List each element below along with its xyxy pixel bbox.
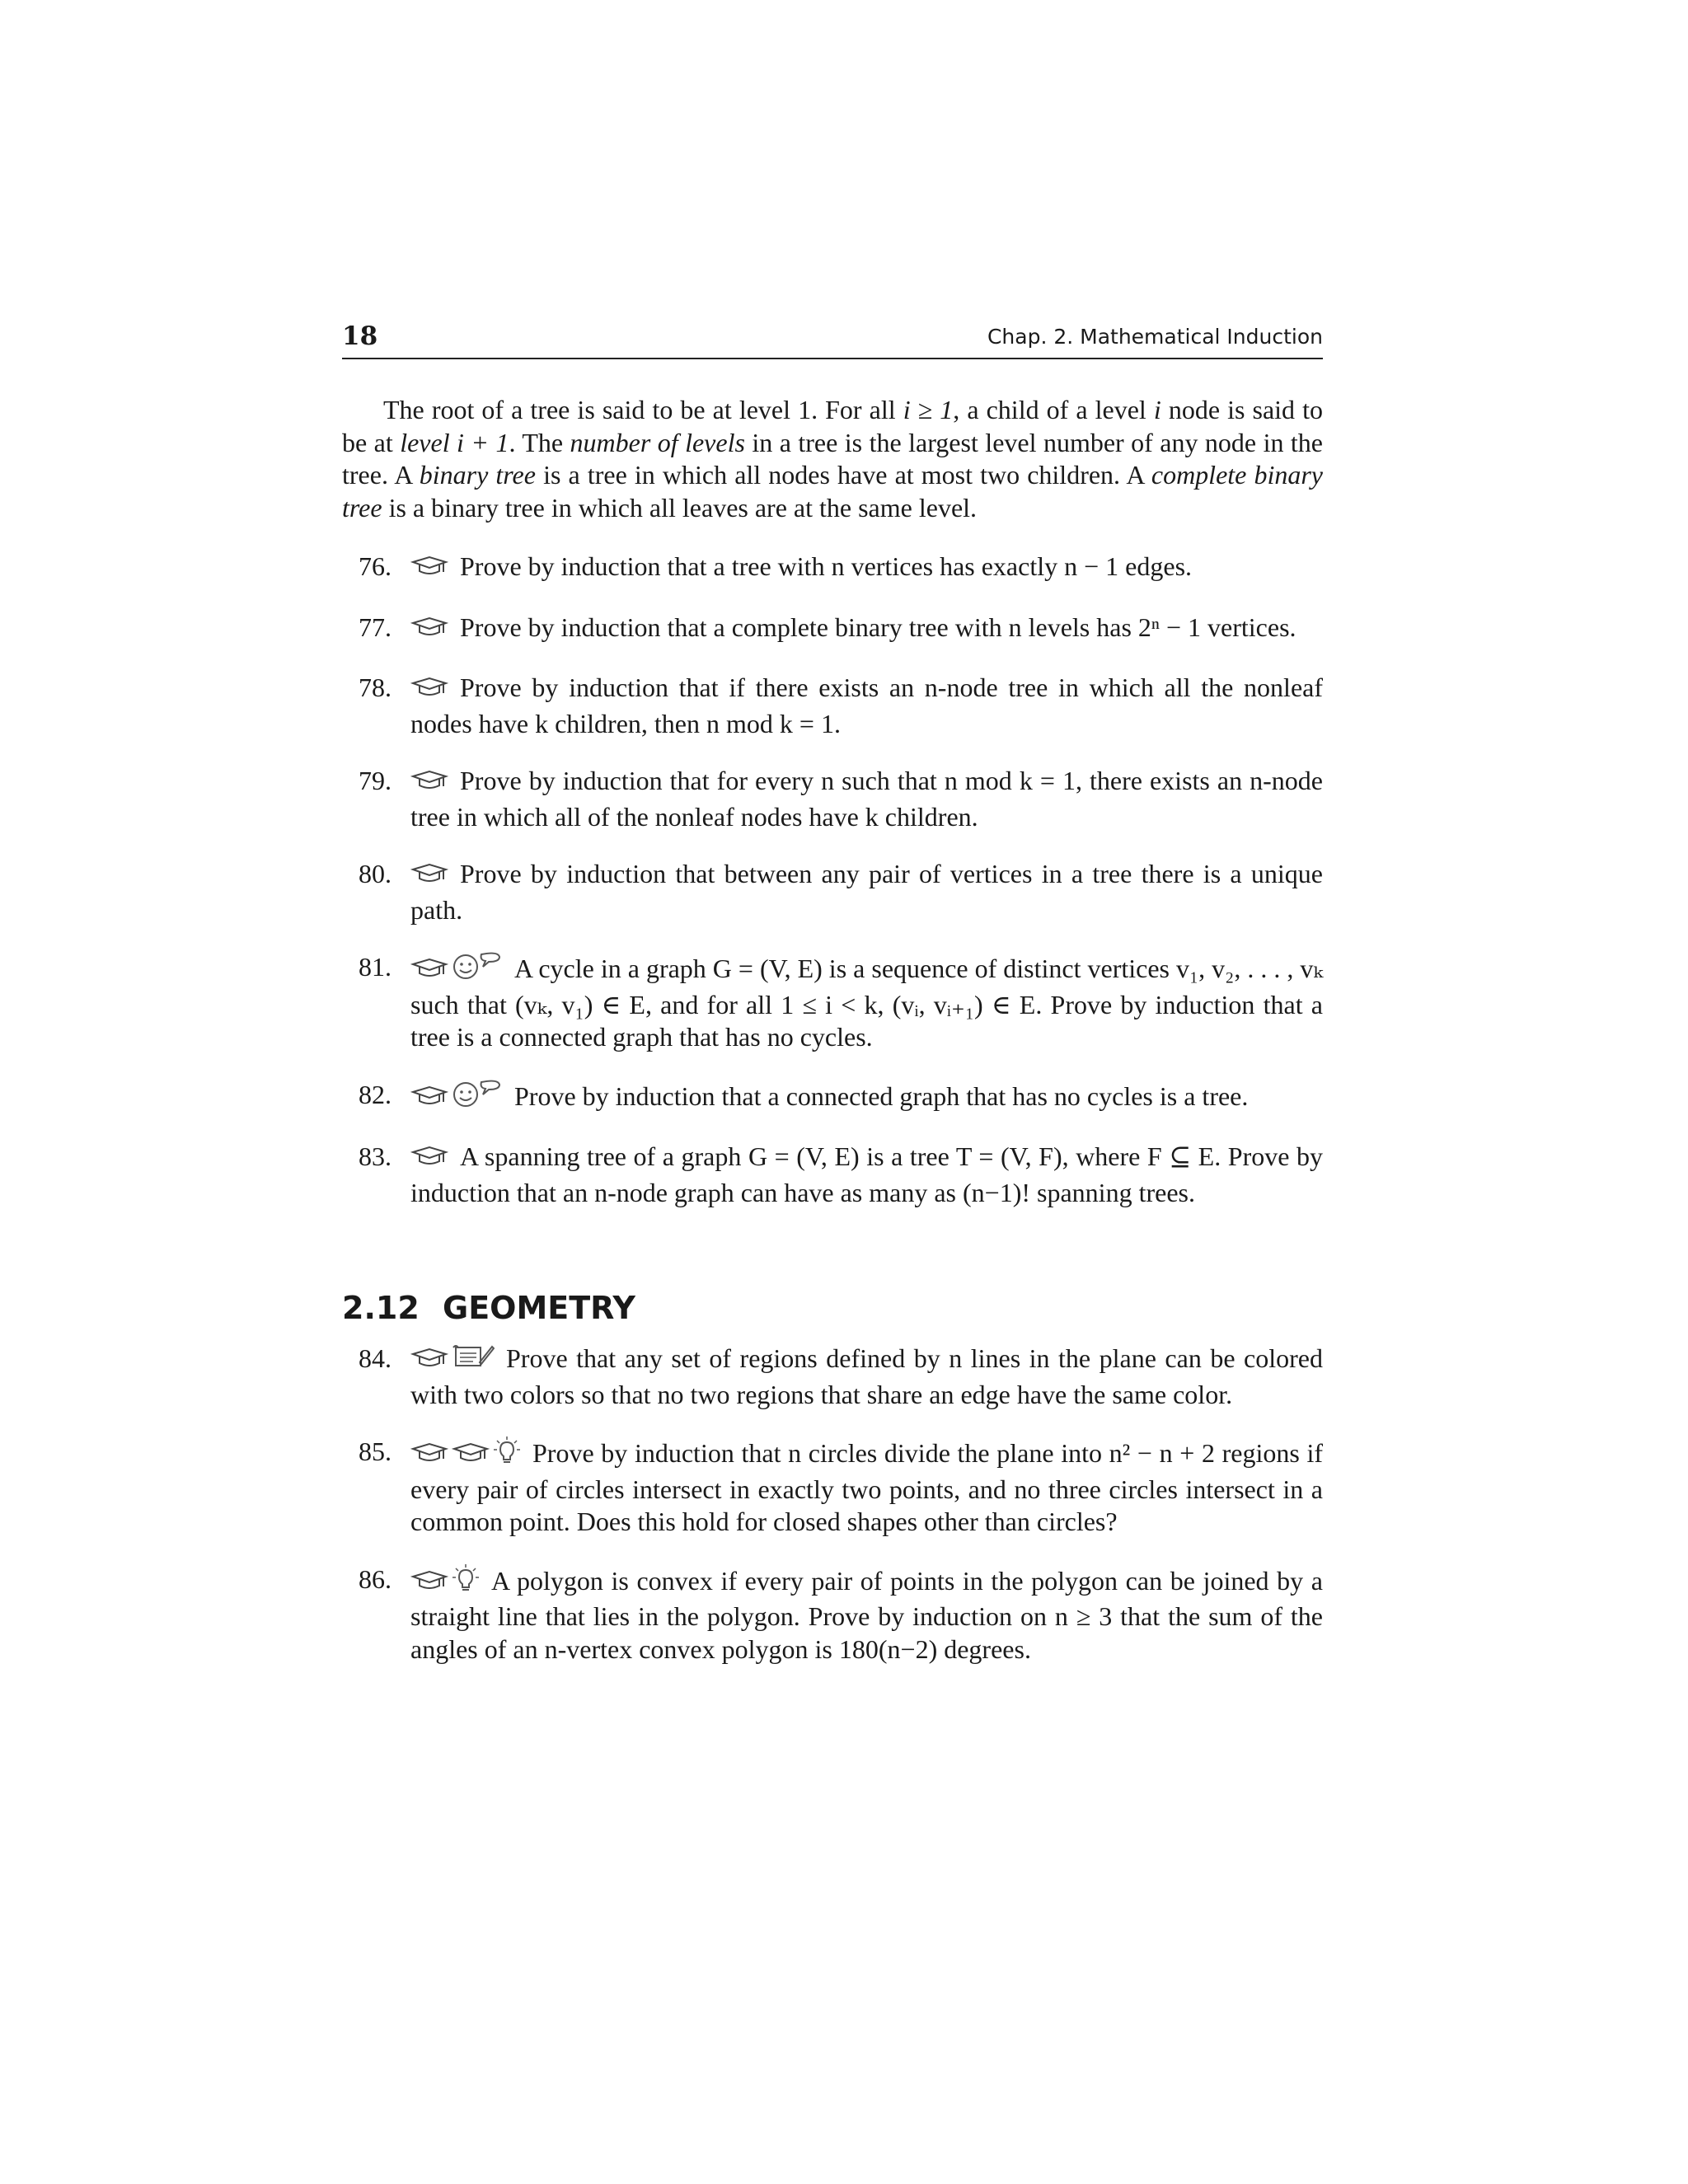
problem-number: 80. <box>359 859 392 888</box>
problem-number: 85. <box>359 1436 392 1466</box>
problem-item <box>342 765 1323 833</box>
problem-icons <box>410 951 506 989</box>
graduation-cap-icon <box>410 616 452 645</box>
problem-icons <box>410 861 452 894</box>
problem-text: Prove by induction that n circles divide the plane into n² − n + 2 regions if every pair of circles intersect in exactly two points, and no three circles intersect in a common point. Does this hold for closed shapes other than circles? <box>410 1438 1323 1536</box>
section-heading <box>342 1290 1323 1326</box>
graduation-cap-icon <box>410 555 452 584</box>
problem-item <box>342 1436 1323 1539</box>
intro-paragraph: The root of a tree is said to be at level 1. For all i ≥ 1, a child of a level i node is said to be at level i + 1. The number of levels in a tree is the largest level number of any node in the tree. A binary tree is a tree in which all nodes have at most two children. A complete binary tree is a binary tree in which all leaves are at the same level. <box>342 395 1324 523</box>
problem-text: Prove that any set of regions defined by n lines in the plane can be colored with two colors so that no two regions that share an edge have the same color. <box>410 1343 1323 1409</box>
problem-number: 83. <box>359 1141 392 1171</box>
graduation-cap-icon <box>410 957 452 987</box>
problem-number: 84. <box>359 1343 392 1373</box>
page-header <box>342 321 1323 359</box>
problem-item <box>342 1563 1323 1666</box>
graduation-cap-icon <box>410 1347 452 1376</box>
graduation-cap-icon <box>410 862 452 892</box>
page <box>342 321 1323 1690</box>
problem-number: 79. <box>359 766 392 795</box>
problem-item <box>342 672 1323 740</box>
problem-list <box>342 551 1323 1209</box>
graduation-cap-icon <box>410 1569 452 1599</box>
problem-number: 76. <box>359 551 392 581</box>
problem-icons <box>410 1079 506 1117</box>
geometry-problem-list <box>342 1343 1323 1666</box>
graduation-cap-icon <box>410 1145 452 1174</box>
page-number: 18 <box>342 321 378 351</box>
graduation-cap-icon <box>410 1441 452 1471</box>
graduation-cap-icon <box>410 676 452 705</box>
lightbulb-icon <box>493 1441 524 1471</box>
problem-text: Prove by induction that a complete binary tree with n levels has 2ⁿ − 1 vertices. <box>460 612 1296 642</box>
smiley-speech-icon <box>452 1085 506 1114</box>
problem-text: A spanning tree of a graph G = (V, E) is a tree T = (V, F), where F ⊆ E. Prove by induction that an n-node graph can have as many as (n−1)! spanning trees. <box>410 1141 1323 1207</box>
lightbulb-icon <box>452 1569 483 1599</box>
scroll-pencil-icon <box>452 1347 498 1376</box>
problem-item <box>342 1141 1323 1209</box>
problem-number: 82. <box>359 1079 392 1109</box>
problem-text: Prove by induction that for every n such that n mod k = 1, there exists an n-node tree in which all of the nonleaf nodes have k children. <box>410 766 1323 832</box>
problem-item <box>342 1343 1323 1411</box>
problem-icons <box>410 1436 524 1474</box>
problem-text: Prove by induction that a tree with n vertices has exactly n − 1 edges. <box>460 551 1193 581</box>
problem-number: 77. <box>359 612 392 642</box>
graduation-cap-icon <box>410 769 452 799</box>
problem-item <box>342 951 1323 1054</box>
problem-icons <box>410 675 452 708</box>
problem-text: Prove by induction that if there exists an n-node tree in which all the nonleaf nodes have k children, then n mod k = 1. <box>410 673 1323 738</box>
problem-text: Prove by induction that a connected graph that has no cycles is a tree. <box>514 1080 1249 1111</box>
problem-text: A polygon is convex if every pair of points in the polygon can be joined by a straight line that lies in the polygon. Prove by induction on n ≥ 3 that the sum of the angles of an n-vertex convex polygon is 180(n−2) degrees. <box>410 1565 1323 1664</box>
problem-item <box>342 612 1323 648</box>
problem-icons <box>410 1343 498 1379</box>
problem-number: 86. <box>359 1563 392 1594</box>
section-number: 2.12 <box>342 1290 420 1326</box>
running-head: Chap. 2. Mathematical Induction <box>987 325 1323 349</box>
problem-item <box>342 858 1323 926</box>
problem-text: Prove by induction that between any pair of vertices in a tree there is a unique path. <box>410 859 1323 925</box>
problem-icons <box>410 768 452 801</box>
section-title: GEOMETRY <box>443 1290 635 1326</box>
problem-number: 78. <box>359 673 392 702</box>
problem-icons <box>410 1144 452 1177</box>
problem-text: A cycle in a graph G = (V, E) is a sequence of distinct vertices v₁, v₂, . . . , vₖ such that (vₖ, v₁) ∈ E, and for all 1 ≤ i < k, (vᵢ, vᵢ₊₁) ∈ E. Prove by induction that a tree is a connected graph that has no cycles. <box>410 954 1323 1052</box>
problem-item <box>342 551 1323 587</box>
smiley-speech-icon <box>452 957 506 987</box>
problem-icons <box>410 1563 483 1601</box>
problem-number: 81. <box>359 952 392 982</box>
graduation-cap-icon <box>452 1441 493 1471</box>
problem-icons <box>410 554 452 587</box>
problem-icons <box>410 615 452 648</box>
problem-item <box>342 1079 1323 1117</box>
graduation-cap-icon <box>410 1085 452 1114</box>
